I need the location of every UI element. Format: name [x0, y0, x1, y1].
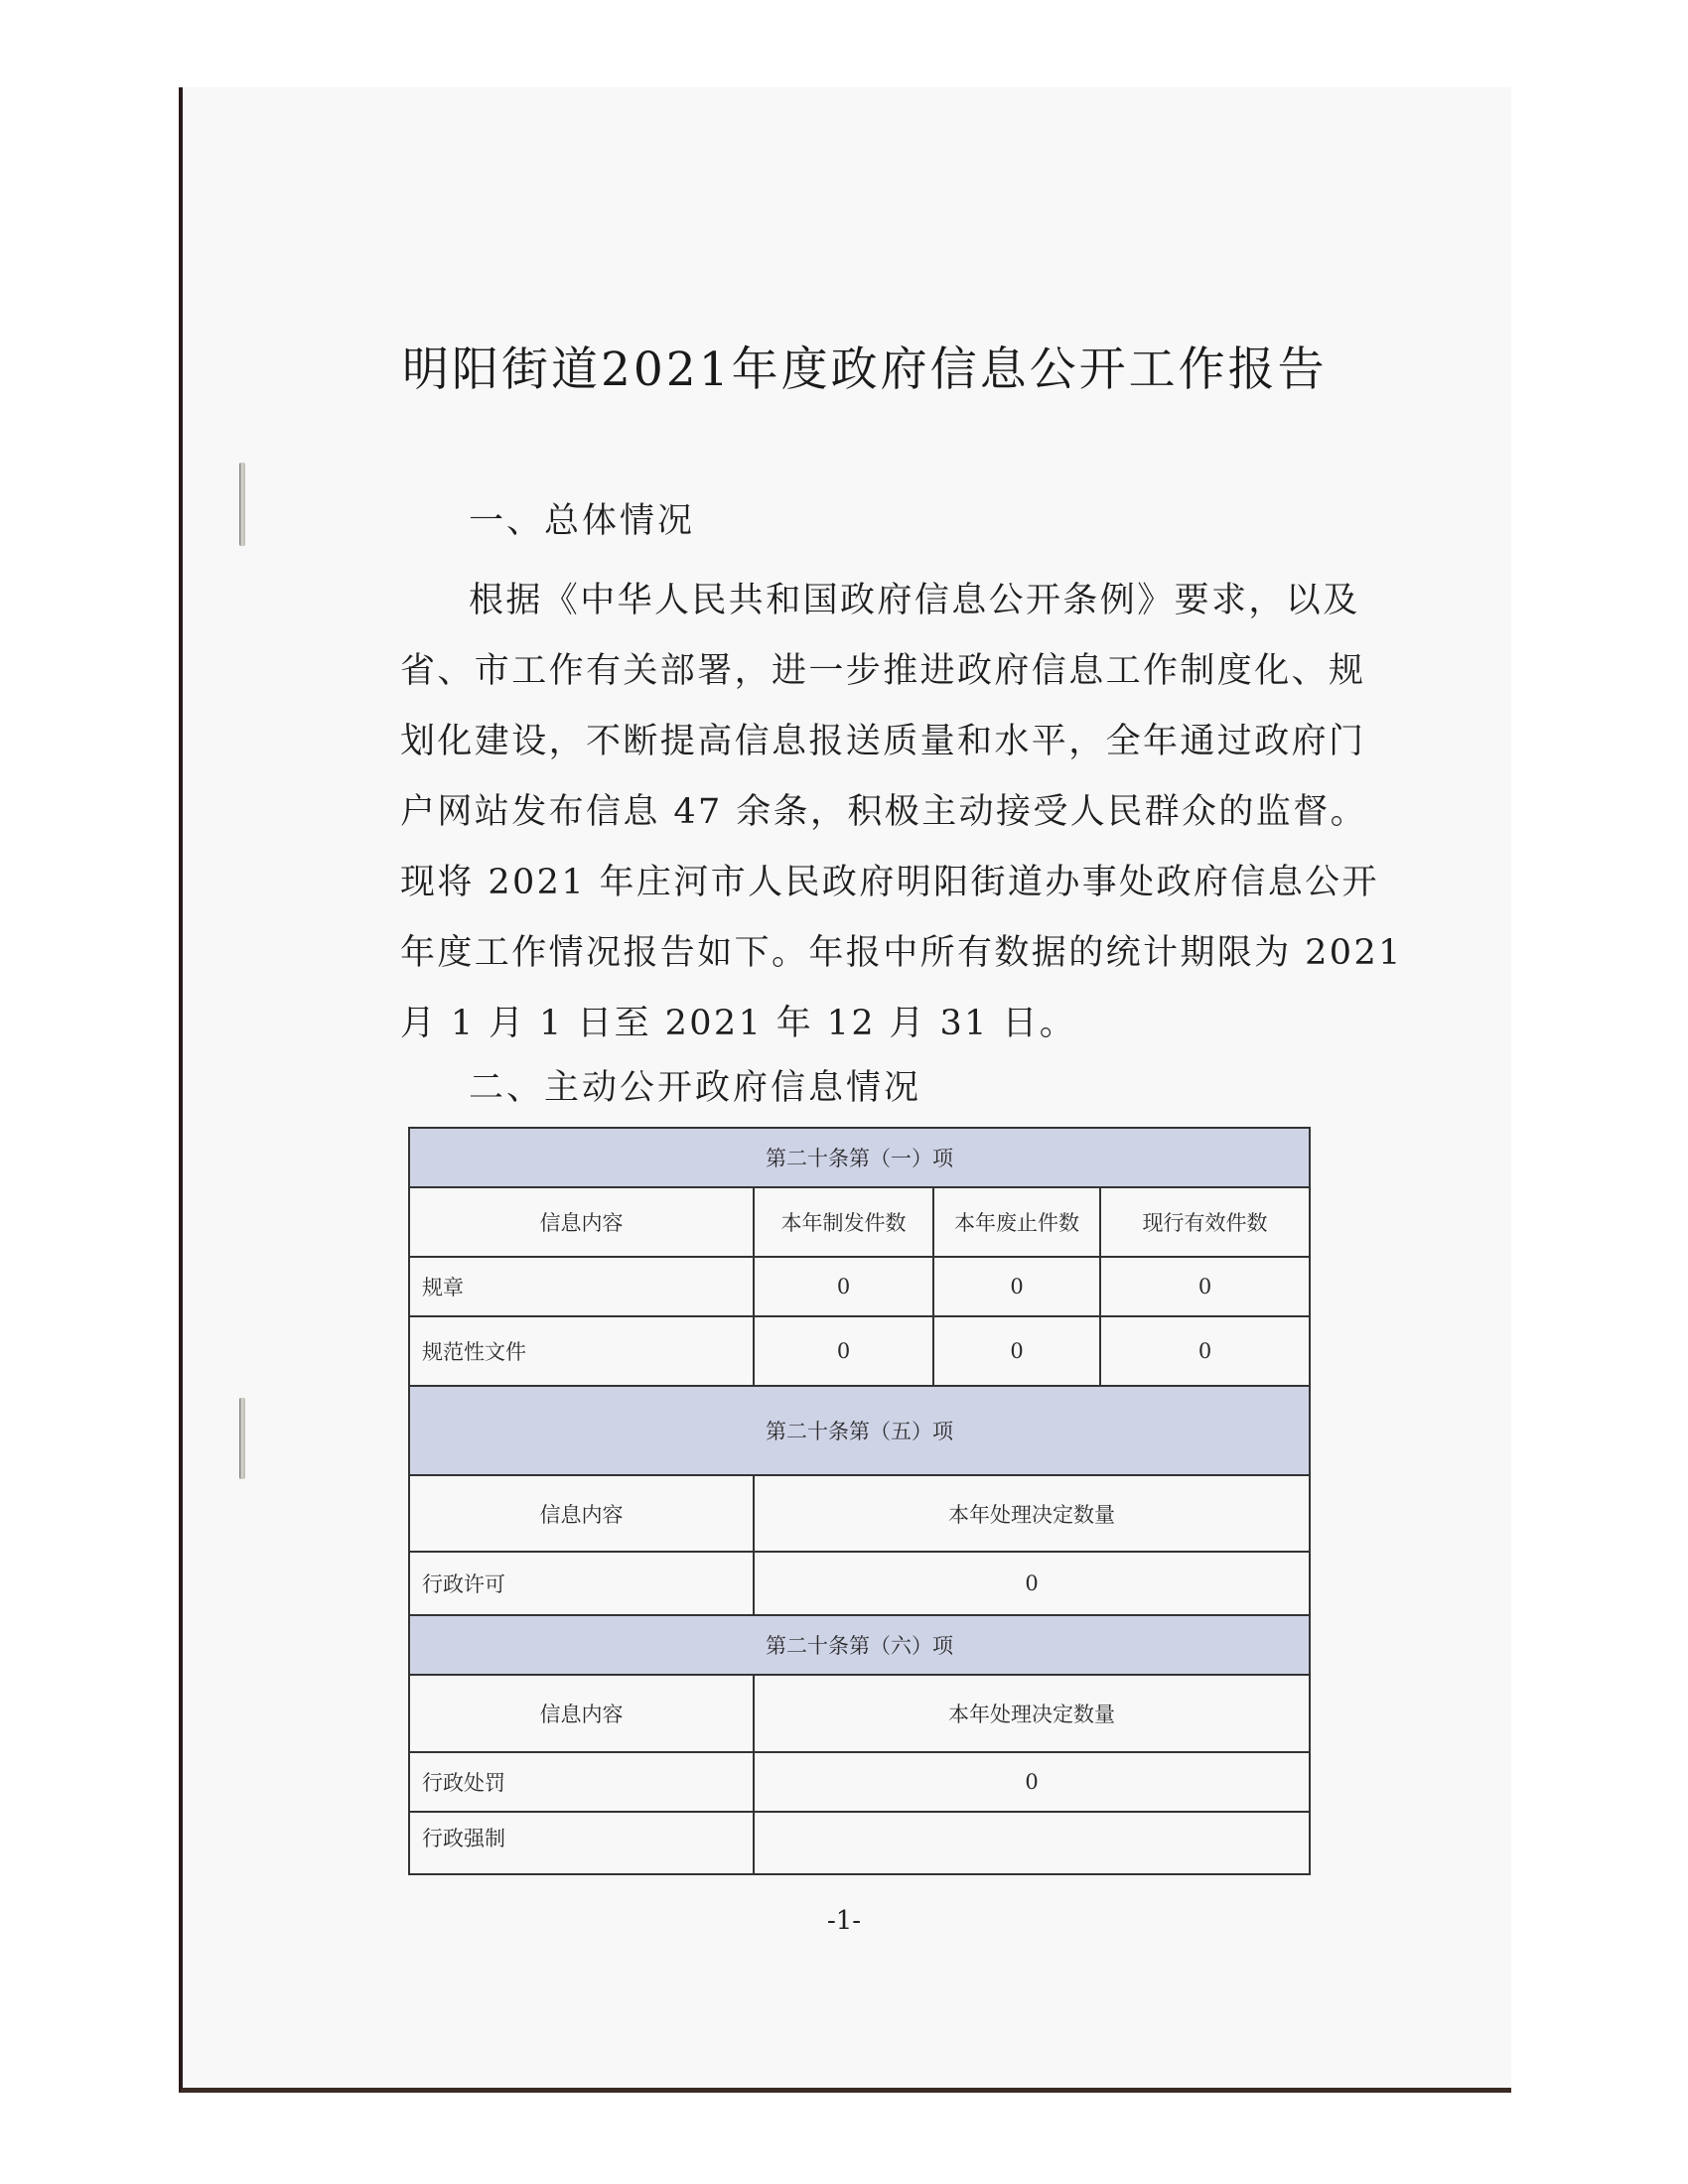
- table-row: [409, 1812, 1310, 1874]
- column-header: 本年处理决定数量: [754, 1475, 1310, 1552]
- section1-heading: 一、总体情况: [469, 501, 696, 541]
- staple-top: [239, 463, 245, 546]
- column-header-row: [409, 1475, 1310, 1552]
- paragraph-line: 省、市工作有关部署，进一步推进政府信息工作制度化、规: [400, 651, 1366, 691]
- section-header-row: [409, 1386, 1310, 1475]
- staple-bottom: [239, 1398, 245, 1479]
- paragraph-line: 根据《中华人民共和国政府信息公开条例》要求，以及: [469, 581, 1360, 620]
- cell-count: [754, 1812, 1310, 1874]
- cell-repealed: 0: [933, 1316, 1100, 1386]
- section-header-row: [409, 1128, 1310, 1187]
- page-number: -1-: [826, 1906, 862, 1936]
- cell-count: 0: [754, 1752, 1310, 1812]
- table-row: [409, 1552, 1310, 1615]
- table-row: [409, 1316, 1310, 1386]
- section-title: 第二十条第（五）项: [409, 1386, 1310, 1475]
- column-header: 信息内容: [409, 1675, 754, 1752]
- paragraph-line: 月 1 月 1 日至 2021 年 12 月 31 日。: [400, 1004, 1077, 1043]
- column-header: 本年废止件数: [933, 1187, 1100, 1257]
- column-header-row: [409, 1187, 1310, 1257]
- section-title: 第二十条第（六）项: [409, 1615, 1310, 1675]
- cell-count: 0: [754, 1552, 1310, 1615]
- row-label: 行政许可: [409, 1552, 754, 1615]
- section-header-row: [409, 1615, 1310, 1675]
- column-header: 本年处理决定数量: [754, 1675, 1310, 1752]
- cell-issued: 0: [754, 1316, 933, 1386]
- row-label: 规章: [409, 1257, 754, 1316]
- paragraph-line: 户网站发布信息 47 余条，积极主动接受人民群众的监督。: [400, 792, 1367, 832]
- column-header: 本年制发件数: [754, 1187, 933, 1257]
- column-header-row: [409, 1675, 1310, 1752]
- cell-issued: 0: [754, 1257, 933, 1316]
- column-header: 信息内容: [409, 1475, 754, 1552]
- row-label: 规范性文件: [409, 1316, 754, 1386]
- disclosure-table: [408, 1127, 1311, 1875]
- section-title: 第二十条第（一）项: [409, 1128, 1310, 1187]
- row-label: 行政处罚: [409, 1752, 754, 1812]
- cell-valid: 0: [1100, 1257, 1310, 1316]
- cell-valid: 0: [1100, 1316, 1310, 1386]
- cell-repealed: 0: [933, 1257, 1100, 1316]
- table-row: [409, 1752, 1310, 1812]
- document-title: 明阳街道2021年度政府信息公开工作报告: [402, 342, 1328, 397]
- row-label: 行政强制: [409, 1812, 754, 1874]
- paragraph-line: 划化建设，不断提高信息报送质量和水平，全年通过政府门: [400, 722, 1366, 761]
- paragraph-line: 年度工作情况报告如下。年报中所有数据的统计期限为 2021: [400, 933, 1403, 973]
- section2-heading: 二、主动公开政府信息情况: [469, 1068, 922, 1108]
- paragraph-line: 现将 2021 年庄河市人民政府明阳街道办事处政府信息公开: [400, 863, 1379, 902]
- table-row: [409, 1257, 1310, 1316]
- column-header: 信息内容: [409, 1187, 754, 1257]
- column-header: 现行有效件数: [1100, 1187, 1310, 1257]
